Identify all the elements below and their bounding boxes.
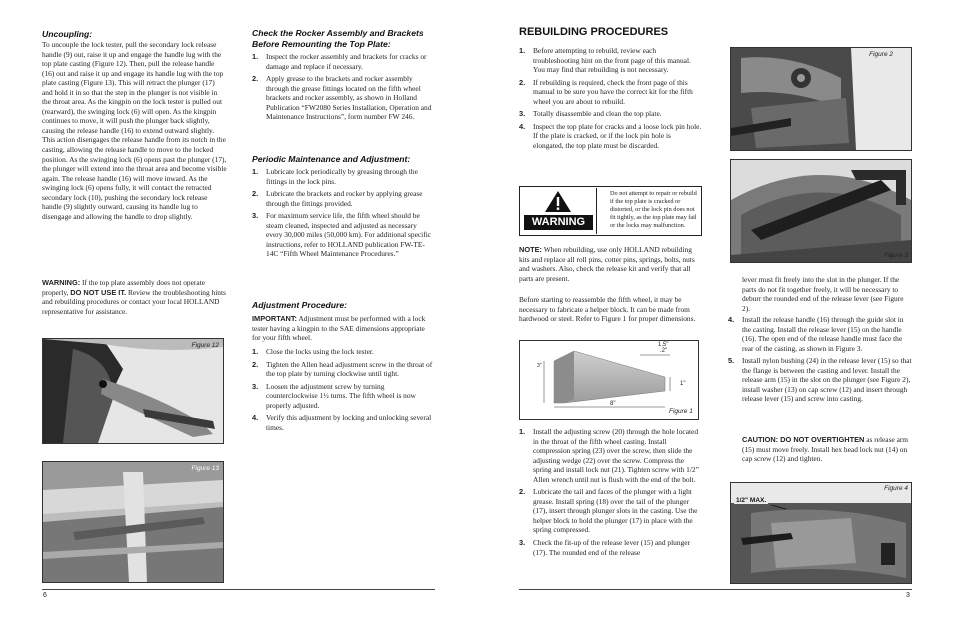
continued-paragraph: lever must fit freely into the slot in the plunger. If the parts do not fit together freely, it will be necessary to deburr the rounded end of the release lever (see Figure 2). <box>742 275 904 313</box>
warning-paragraph <box>42 278 227 316</box>
figure-1-dim-top2: .2" <box>660 348 668 354</box>
figure-2-label: Figure 2 <box>869 51 893 58</box>
figure-4-label: Figure 4 <box>884 485 908 492</box>
assembly-step-2: 2. Lubricate the tail and faces of the plunger with a light grease. Install spring (18) over the tail of the plunger (17), insert through plunger slots in the casting. Use the helper block to hold the plunger (17) in place with the spring compressed. <box>519 487 698 535</box>
figure-3-illustration <box>731 160 911 262</box>
periodic-list <box>252 167 435 262</box>
figure-1-dim-left: 3" <box>537 363 542 369</box>
rebuild-steps <box>519 46 703 153</box>
warning-post: Review the troubleshooting hints and rebuilding procedures or contact your local HOLLAND representative for assistance. <box>42 287 226 316</box>
figure-2-illustration <box>731 48 911 150</box>
assembly-step-3: 3. Check the fit-up of the release lever (15) and plunger (17). The rounded end of the release <box>519 538 690 557</box>
uncoupling-body: To uncouple the lock tester, pull the secondary lock release handle (9) out, raise it up and engage the handle lug with the top plate casting (Figure 12). Then, pull the release handle (16) out and raise it up and engage its handle lug with the top plate casting (Figure 13). This will retract the plunger (17) and hold it in so that the step in the plunger is not visible in the throat area. As the kingpin on the lock tester is pulled out (rearward), the swinging lock (6) will open. As the kingpin continues to move, it will push the plunger back slightly, causing the release handle (16) to extend outward slightly. This action disengages the release handle from its notch in the casting, allowing the release handle to move to the locked position. As the swinging lock (6) opens past the plunger (17), the plunger will extend into the throat area and become visible again. The release handle (16) will move inward. As the swinging lock (6) opens fully, it will contact the retracted secondary lock (10), pushing the secondary lock release handle (9) slightly outward, causing its handle lug to disengage and allowing the handle to drop slightly. <box>42 40 227 221</box>
check-list <box>252 52 435 125</box>
figure-2-photo <box>730 47 912 151</box>
left-page-rule <box>42 589 435 590</box>
figure-4-photo <box>730 482 912 584</box>
figure-13-illustration <box>43 462 223 582</box>
figure-1-diagram <box>519 340 699 420</box>
figure-3-photo <box>730 159 912 263</box>
figure-12-illustration <box>43 339 223 443</box>
install-step-4: 4. Install the release handle (16) through the guide slot in the casting. Install the release lever (15) on the handle (16). The open end of the release handle must face the rear of the casting, as shown in Figure 3. <box>728 315 904 353</box>
adjustment-item-4: 4. Verify this adjustment by locking and unlocking several times. <box>252 413 432 432</box>
rebuild-step-3: 3. Totally disassemble and clean the top plate. <box>519 109 662 119</box>
periodic-item-1: 1. Lubricate lock periodically by greasing through the fittings in the lock pins. <box>252 167 418 186</box>
figure-4-dimension: 1/2" MAX. <box>736 497 767 504</box>
check-item-2: 2. Apply grease to the brackets and rocker assembly through the grease fittings located on the fifth wheel brackets and rocker assembly, as shown in Holland Publication “FW2080 Series Installation, Operation and Maintenance Instructions”, form number FW 246. <box>252 74 432 122</box>
right-page-rule <box>519 589 912 590</box>
caution-paragraph: CAUTION: DO NOT OVERTIGHTEN as release arm (15) must move freely. Install hex head lock nut (14) on cap screw (12) and tighten. <box>742 435 909 464</box>
figure-3-label: Figure 3 <box>884 252 908 259</box>
check-heading: Check the Rocker Assembly and Brackets Before Remounting the Top Plate: <box>252 28 424 49</box>
adjustment-list <box>252 347 435 435</box>
note-paragraph: NOTE: When rebuilding, use only HOLLAND rebuilding kits and replace all roll pins, cotter pins, springs, bolts, nuts and washers. Also, check the release kit and verify that all parts are present. <box>519 245 695 283</box>
helper-block-paragraph: Before starting to reassemble the fifth wheel, it may be necessary to fabricate a helper block. It can be made from hardwood or steel. Refer to Figure 1 for proper dimensions. <box>519 295 696 324</box>
warning-symbol <box>521 188 597 234</box>
uncoupling-heading: Uncoupling: <box>42 29 93 39</box>
warning-emph: DO NOT USE IT. <box>70 287 127 297</box>
adjustment-item-3: 3. Loosen the adjustment screw by turning counterclockwise 1½ turns. The fifth wheel is now properly adjusted. <box>252 381 416 410</box>
figure-1-dim-right: 1" <box>680 381 686 387</box>
left-page-number: 6 <box>43 592 47 599</box>
figure-1-dim-bottom: 8" <box>610 401 616 407</box>
periodic-item-2: 2. Lubricate the brackets and rocker by applying grease through the fittings provided. <box>252 189 423 208</box>
warning-pre: If the top plate assembly does not operate properly, <box>42 278 205 297</box>
rebuild-step-1: 1. Before attempting to rebuild, review each troubleshooting hint on the front page of this manual. You may find that rebuilding is not necessary. <box>519 46 691 75</box>
warning-box <box>519 186 702 236</box>
figure-13-label: Figure 13 <box>191 465 219 472</box>
adjustment-heading: Adjustment Procedure: <box>252 300 348 310</box>
warning-box-text: Do not attempt to repair or rebuild if the top plate is cracked or distorted, or the lock pin does not fit tightly, as the top plate may fail or the locks may malfunction. <box>610 190 697 230</box>
rebuilding-heading: REBUILDING PROCEDURES <box>519 26 669 38</box>
figure-12-photo <box>42 338 224 444</box>
install-step-5: 5. Install nylon bushing (24) in the release lever (15) so that the flange is between the casting and lever. Install the release arm (15) in the slot on the plunger (see Figure 2), install washer (13) on cap screw (12) and insert through release lever (15) and screw into casting. <box>728 356 912 404</box>
assembly-steps <box>519 427 703 560</box>
adjustment-item-2: 2. Tighten the Allen head adjustment screw in the throat of the top plate by turning clockwise until tight. <box>252 359 433 379</box>
assembly-step-1: 1. Install the adjusting screw (20) through the hole located in the throat of the fifth wheel casting. Install compression spring (23) over the screw, then slide the adjusting wedge (22) over the screw. Compress the spring and install lock nut (21). Tighten screw with 1/2” Allen wrench until nut is flush with the end of the bolt. <box>519 427 699 484</box>
warning-label: WARNING: <box>42 278 81 287</box>
periodic-item-3: 3. For maximum service life, the fifth wheel should be steam cleaned, inspected and adjusted as necessary every 30,000 miles (50,000 km). For additional specific instructions, refer to HOLLAND publication FW-TE-14C “Fifth Wheel Maintenance Procedures.” <box>252 211 432 259</box>
warning-box-label: WARNING <box>531 216 586 228</box>
check-item-1: 1. Inspect the rocker assembly and brackets for cracks or damage and replace if necessary. <box>252 52 427 71</box>
figure-13-photo <box>42 461 224 583</box>
figure-1-label: Figure 1 <box>669 408 693 415</box>
figure-1-dim-top: 1.5" <box>658 342 669 348</box>
right-page-number: 3 <box>906 592 910 599</box>
rebuild-step-2: 2. If rebuilding is required, check the front page of this manual to be sure you have the correct kit for the fifth wheel you are about to rebuild. <box>519 77 693 106</box>
periodic-heading: Periodic Maintenance and Adjustment: <box>252 154 411 164</box>
rebuild-step-4: 4. Inspect the top plate for cracks and a loose lock pin hole. If the plate is cracked, or if the lock pin hole is elongated, the top plate must be discarded. <box>519 121 702 150</box>
adjustment-item-1: 1. Close the locks using the lock tester. <box>252 347 374 356</box>
install-steps <box>728 315 912 407</box>
adjustment-important: IMPORTANT: Adjustment must be performed with a lock tester having a kingpin to the SAE dimensions appropriate for your fifth wheel. <box>252 314 426 343</box>
figure-12-label: Figure 12 <box>191 342 219 349</box>
